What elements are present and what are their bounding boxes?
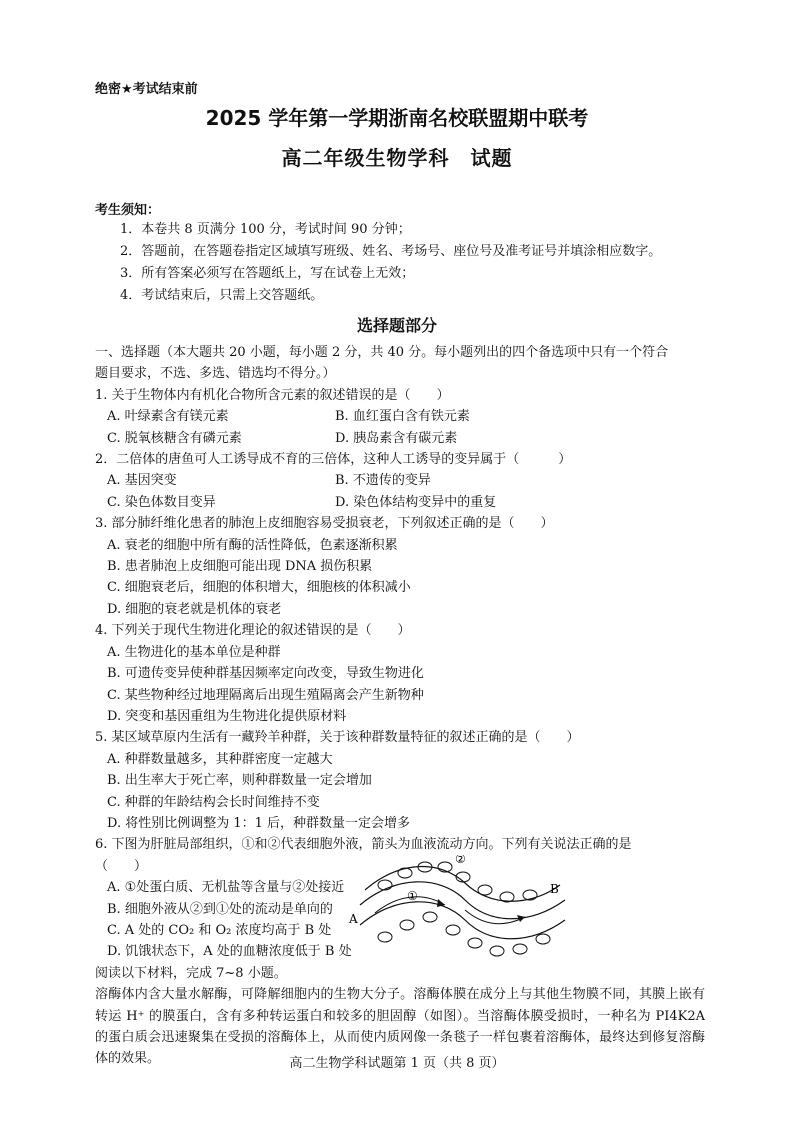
question-6-paren: （ ） — [95, 858, 148, 874]
question-4-stem: 4. 下列关于现代生物进化理论的叙述错误的是（ ） — [95, 623, 411, 639]
exam-subtitle: 高二年级生物学科 试题 — [281, 146, 513, 170]
option-a: A. 基因突变 — [107, 473, 177, 489]
question-6-stem: 6. 下图为肝脏局部组织，①和②代表细胞外液，箭头为血液流动方向。下列有关说法正确的是 — [95, 837, 632, 853]
label-a: A — [349, 912, 358, 926]
question-5-stem: 5. 某区域草原内生活有一藏羚羊种群，关于该种群数量特征的叙述正确的是（ ） — [95, 730, 580, 746]
question-2-stem: 2．二倍体的唐鱼可人工诱导成不育的三倍体，这种人工诱导的变异属于（ ） — [95, 452, 572, 468]
option-d: D. 胰岛素含有碳元素 — [335, 430, 458, 446]
option-a: A. 生物进化的基本单位是种群 — [107, 644, 281, 660]
option-b: B. 可遗传变异使种群基因频率定向改变，导致生物进化 — [107, 666, 424, 682]
intro-line: 题目要求，不选、多选、错选均不得分。） — [95, 366, 336, 382]
reading-intro: 阅读以下材料，完成 7~8 小题。 — [95, 965, 287, 981]
option-c: C. 染色体数目变异 — [107, 494, 216, 510]
page-footer: 高二生物学科试题第 1 页（共 8 页） — [289, 1056, 505, 1071]
option-b: B. 出生率大于死亡率，则种群数量一定会增加 — [107, 773, 372, 789]
exam-title: 2025 学年第一学期浙南名校联盟期中联考 — [205, 106, 589, 130]
question-1-options-row — [95, 406, 705, 427]
notice-item: 3．所有答案必须写在答题纸上，写在试卷上无效； — [120, 266, 415, 281]
notice-item: 2．答题前，在答题卷指定区域填写班级、姓名、考场号、座位号及准考证号并填涂相应数字。 — [120, 244, 662, 259]
option-c: C. 种群的年龄结构会长时间维持不变 — [107, 794, 320, 810]
option-b: B. 患者肺泡上皮细胞可能出现 DNA 损伤积累 — [107, 559, 373, 575]
option-b: B. 血红蛋白含有铁元素 — [335, 409, 470, 425]
option-d: D. 染色体结构变异中的重复 — [335, 494, 497, 510]
option-d: D. 突变和基因重组为生物进化提供原材料 — [107, 708, 347, 724]
option-c: C. 脱氧核糖含有磷元素 — [107, 430, 242, 446]
option-d: D. 饥饿状态下，A 处的血糖浓度低于 B 处 — [107, 944, 352, 960]
liver-tissue-diagram — [345, 855, 575, 965]
label-2: ② — [455, 855, 466, 866]
option-a: A. ①处蛋白质、无机盐等含量与②处接近 — [107, 880, 345, 896]
intro-line: 一、选择题（本大题共 20 小题，每小题 2 分，共 40 分。每小题列出的四个备选项中只有一个符合 — [95, 345, 669, 360]
question-2-options-row — [95, 492, 705, 513]
label-1: ① — [407, 889, 418, 903]
option-c: C. 细胞衰老后，细胞的体积增大，细胞核的体积减小 — [107, 580, 411, 596]
question-3-stem: 3. 部分肺纤维化患者的肺泡上皮细胞容易受损衰老，下列叙述正确的是（ ） — [95, 516, 554, 532]
option-b: B. 不遗传的变异 — [335, 473, 431, 489]
question-1-stem: 1. 关于生物体内有机化合物所含元素的叙述错误的是（ ） — [95, 387, 450, 403]
option-d: D. 将性别比例调整为 1：1 后，种群数量一定会增多 — [107, 815, 411, 831]
label-b: B — [550, 882, 559, 896]
confidential-label: 绝密★考试结束前 — [95, 82, 198, 97]
question-2-options-row — [95, 470, 705, 491]
option-a: A. 衰老的细胞中所有酶的活性降低，色素逐渐积累 — [107, 537, 398, 553]
reading-text: 溶酶体内含大量水解酶，可降解细胞内的生物大分子。溶酶体膜在成分上与其他生物膜不同，其膜上嵌有转运 H⁺ 的膜蛋白，含有多种转运蛋白和较多的胆固醇（如图）。当溶酶体膜受损时，一种名为 PI4K2A 的蛋白质会迅速聚集在受损的溶酶体上，从而使内质网像一条毯子一样包裹着溶酶体，最终达到修复溶酶体的效果。 — [95, 987, 705, 1067]
option-b: B. 细胞外液从②到①处的流动是单向的 — [107, 901, 333, 917]
section-title: 选择题部分 — [356, 316, 437, 335]
option-a: A. 种群数量越多，其种群密度一定越大 — [107, 751, 333, 767]
option-d: D. 细胞的衰老就是机体的衰老 — [107, 601, 282, 617]
option-a: A. 叶绿素含有镁元素 — [107, 409, 229, 425]
question-1-options-row — [95, 428, 705, 449]
notice-list — [120, 219, 661, 307]
option-c: C. 某些物种经过地理隔离后出现生殖隔离会产生新物种 — [107, 687, 424, 703]
notice-heading: 考生须知： — [95, 203, 161, 218]
notice-item: 4．考试结束后，只需上交答题纸。 — [120, 288, 324, 303]
notice-item: 1．本卷共 8 页满分 100 分，考试时间 90 分钟； — [120, 222, 411, 237]
option-c: C. A 处的 CO₂ 和 O₂ 浓度均高于 B 处 — [107, 922, 332, 938]
